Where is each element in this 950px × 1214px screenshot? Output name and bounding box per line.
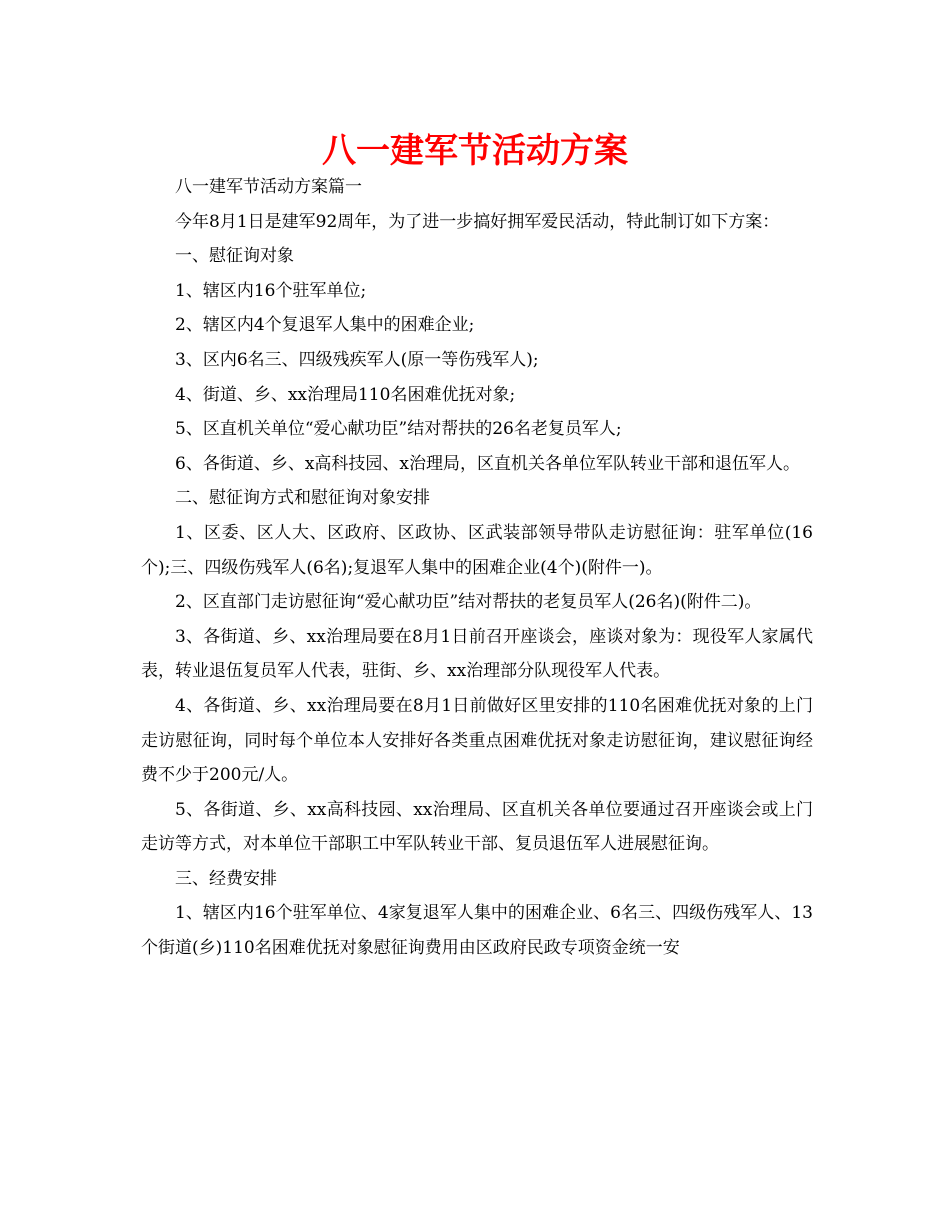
paragraph: 1、辖区内16个驻军单位;: [175, 280, 367, 301]
paragraph: 4、街道、乡、xx治理局110名困难优抚对象;: [175, 384, 516, 405]
paragraph: 3、各街道、乡、xx治理局要在8月1日前召开座谈会，座谈对象为：现役军人家属代表，转业退伍复员军人代表，驻街、乡、xx治理部分队现役军人代表。: [141, 626, 813, 682]
paragraph: 5、各街道、乡、xx高科技园、xx治理局、区直机关各单位要通过召开座谈会或上门走访等方式，对本单位干部职工中军队转业干部、复员退伍军人进展慰征询。: [141, 799, 813, 855]
paragraph: 2、区直部门走访慰征询“爱心献功臣”结对帮扶的老复员军人(26名)(附件二)。: [175, 592, 762, 613]
document-body: [141, 170, 813, 966]
paragraph: 一、慰征询对象: [175, 246, 294, 267]
paragraph: 八一建军节活动方案篇一: [175, 177, 362, 197]
paragraph: 4、各街道、乡、xx治理局要在8月1日前做好区里安排的110名困难优抚对象的上门走访慰征询，同时每个单位本人安排好各类重点困难优抚对象走访慰征询，建议慰征询经费不少于200元/人。: [141, 695, 813, 786]
paragraph: 1、区委、区人大、区政府、区政协、区武装部领导带队走访慰征询：驻军单位(16个);三、四级伤残军人(6名);复退军人集中的困难企业(4个)(附件一)。: [141, 522, 813, 578]
paragraph: 2、辖区内4个复退军人集中的困难企业;: [175, 315, 475, 336]
paragraph: 1、辖区内16个驻军单位、4家复退军人集中的困难企业、6名三、四级伤残军人、13个街道(乡)110名困难优抚对象慰征询费用由区政府民政专项资金统一安: [141, 903, 813, 959]
paragraph: 三、经费安排: [175, 868, 277, 889]
document-title: 八一建军节活动方案: [322, 131, 628, 171]
paragraph: 5、区直机关单位“爱心献功臣”结对帮扶的26名老复员军人;: [175, 419, 622, 440]
paragraph: 3、区内6名三、四级残疾军人(原一等伤残军人);: [175, 349, 539, 370]
paragraph: 二、慰征询方式和慰征询对象安排: [175, 488, 430, 509]
paragraph: 今年8月1日是建军92周年，为了进一步搞好拥军爱民活动，特此制订如下方案：: [175, 211, 780, 232]
paragraph: 6、各街道、乡、x高科技园、x治理局，区直机关各单位军队转业干部和退伍军人。: [175, 453, 800, 474]
